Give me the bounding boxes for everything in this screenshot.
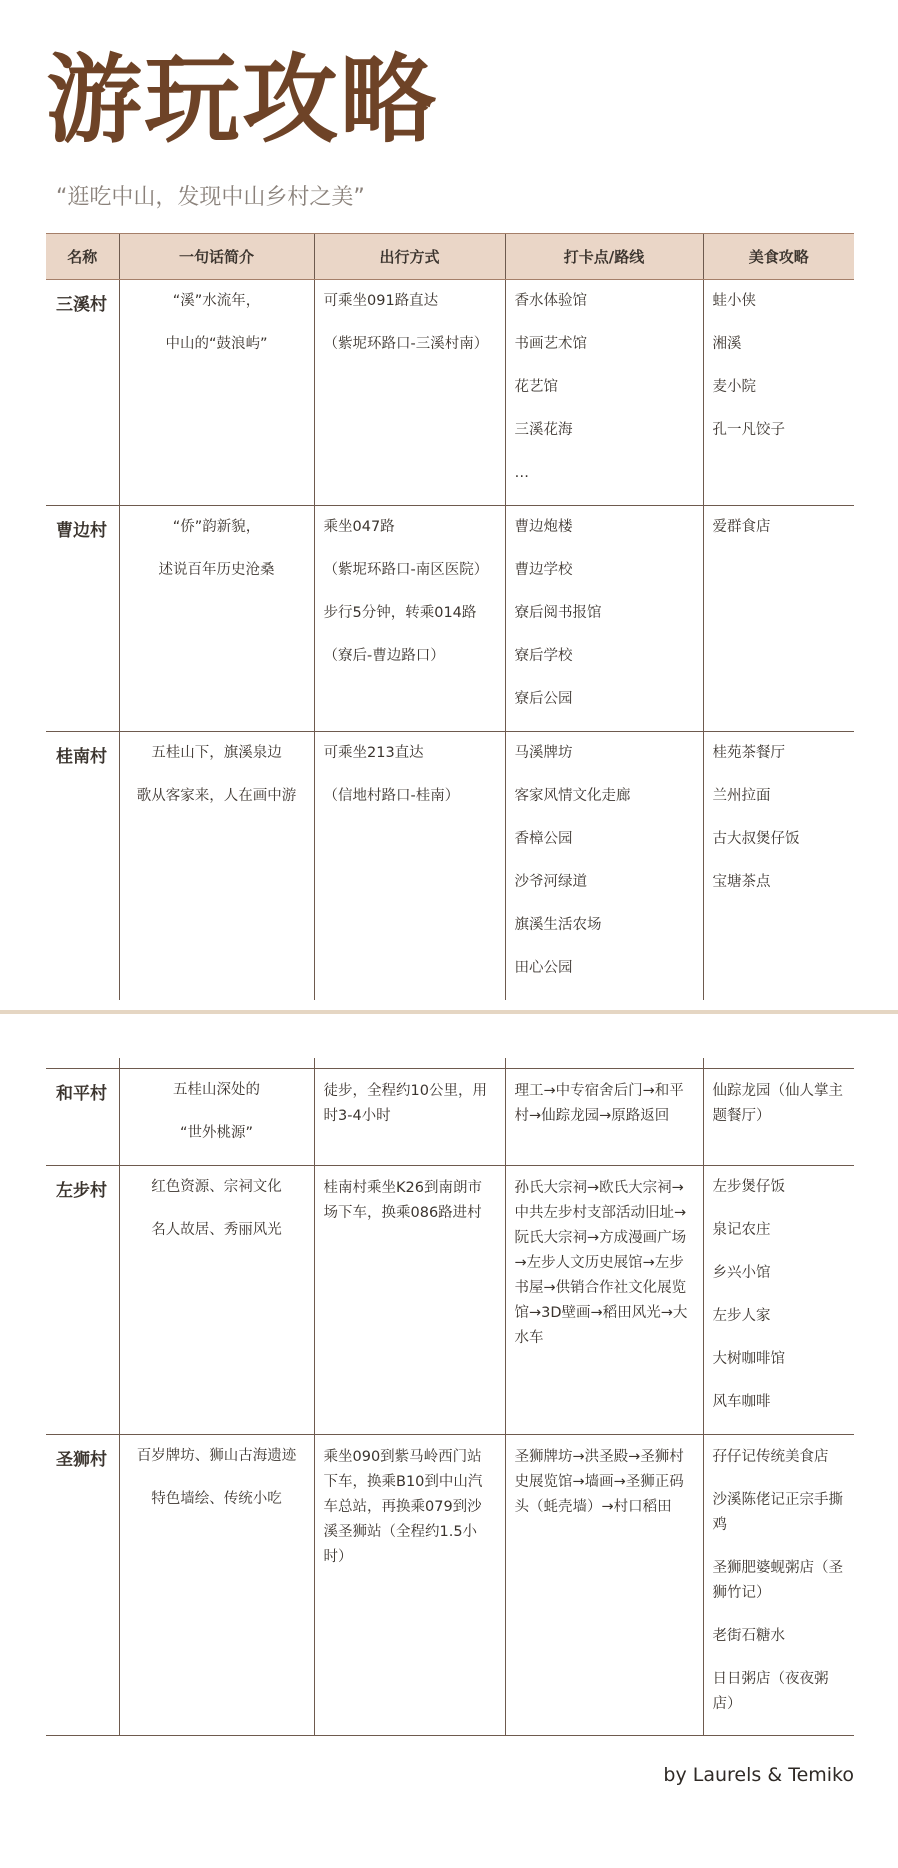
intro-line: 红色资源、宗祠文化 bbox=[151, 1179, 282, 1195]
transport-cell bbox=[314, 732, 505, 1001]
intro-cell bbox=[119, 732, 314, 1001]
village-name: 左步村 bbox=[46, 1166, 119, 1435]
food-item: 左步煲仔饭 bbox=[712, 1179, 785, 1195]
food-cell bbox=[703, 1166, 854, 1435]
guide-table-part1 bbox=[46, 233, 854, 1000]
route-text: 孙氏大宗祠→欧氏大宗祠→中共左步村支部活动旧址→阮氏大宗祠→方成漫画广场→左步人文历史展馆→左步书屋→供销合作社文化展览馆→3D壁画→稻田风光→大水车 bbox=[514, 1180, 688, 1346]
column-header-intro: 一句话简介 bbox=[119, 234, 314, 280]
transport-line: （紫坭环路口-南区医院） bbox=[323, 562, 489, 578]
food-item: 湘溪 bbox=[712, 336, 742, 352]
transport-line: （信地村路口-桂南） bbox=[323, 788, 460, 804]
food-item: 老街石糖水 bbox=[712, 1628, 785, 1644]
spot-item: 花艺馆 bbox=[514, 379, 558, 395]
table-row bbox=[46, 506, 854, 732]
food-item: 孖仔记传统美食店 bbox=[712, 1449, 829, 1465]
spot-item: 曹边炮楼 bbox=[514, 519, 573, 535]
intro-line: 述说百年历史沧桑 bbox=[158, 562, 275, 578]
food-cell bbox=[703, 280, 854, 506]
transport-cell bbox=[314, 1166, 505, 1435]
transport-line: （紫坭环路口-三溪村南） bbox=[323, 336, 489, 352]
spot-item: 三溪花海 bbox=[514, 422, 573, 438]
author-credit: by Laurels & Temiko bbox=[663, 1764, 854, 1786]
food-item: 大树咖啡馆 bbox=[712, 1351, 785, 1367]
food-cell bbox=[703, 1435, 854, 1736]
table-row bbox=[46, 1069, 854, 1166]
food-item: 蛙小侠 bbox=[712, 293, 756, 309]
food-item: 圣狮肥婆蚬粥店（圣狮竹记） bbox=[712, 1560, 843, 1601]
spot-item: 香水体验馆 bbox=[514, 293, 587, 309]
spots-cell bbox=[505, 1435, 703, 1736]
spot-item: 马溪牌坊 bbox=[514, 745, 573, 761]
intro-cell bbox=[119, 1435, 314, 1736]
spots-cell bbox=[505, 506, 703, 732]
column-header-food: 美食攻略 bbox=[703, 234, 854, 280]
intro-line: 五桂山深处的 bbox=[173, 1082, 260, 1098]
food-item: 古大叔煲仔饭 bbox=[712, 831, 800, 847]
village-name: 和平村 bbox=[46, 1069, 119, 1166]
intro-cell bbox=[119, 1069, 314, 1166]
transport-cell bbox=[314, 280, 505, 506]
spot-item: 寮后阅书报馆 bbox=[514, 605, 602, 621]
village-name: 曹边村 bbox=[46, 506, 119, 732]
page-subtitle: “逛吃中山，发现中山乡村之美” bbox=[56, 185, 365, 210]
spot-item: … bbox=[514, 465, 529, 481]
intro-line: 特色墙绘、传统小吃 bbox=[151, 1491, 282, 1507]
spots-cell bbox=[505, 732, 703, 1001]
column-continuation-lines bbox=[46, 1058, 854, 1068]
guide-table-part2 bbox=[46, 1068, 854, 1736]
transport-cell bbox=[314, 1435, 505, 1736]
transport-line: 可乘坐213直达 bbox=[323, 745, 424, 761]
table-row bbox=[46, 280, 854, 506]
column-line bbox=[314, 1058, 315, 1068]
page-break-divider bbox=[0, 1010, 898, 1014]
table-row bbox=[46, 1435, 854, 1736]
column-line bbox=[703, 1058, 704, 1068]
table-row bbox=[46, 732, 854, 1001]
food-item: 仙踪龙园（仙人掌主题餐厅） bbox=[712, 1083, 843, 1124]
food-item: 左步人家 bbox=[712, 1308, 771, 1324]
spots-cell bbox=[505, 280, 703, 506]
transport-line: （寮后-曹边路口） bbox=[323, 648, 445, 664]
intro-line: “溪”水流年， bbox=[172, 293, 261, 309]
table-row bbox=[46, 1166, 854, 1435]
food-cell bbox=[703, 1069, 854, 1166]
spot-item: 寮后学校 bbox=[514, 648, 573, 664]
food-item: 孔一凡饺子 bbox=[712, 422, 785, 438]
intro-line: 歌从客家来，人在画中游 bbox=[136, 788, 297, 804]
spot-item: 旗溪生活农场 bbox=[514, 917, 602, 933]
food-item: 风车咖啡 bbox=[712, 1394, 771, 1410]
village-name: 三溪村 bbox=[46, 280, 119, 506]
intro-line: 名人故居、秀丽风光 bbox=[151, 1222, 282, 1238]
food-item: 泉记农庄 bbox=[712, 1222, 771, 1238]
route-text: 理工→中专宿舍后门→和平村→仙踪龙园→原路返回 bbox=[514, 1083, 684, 1124]
spot-item: 寮后公园 bbox=[514, 691, 573, 707]
route-text: 圣狮牌坊→洪圣殿→圣狮村史展览馆→墙画→圣狮正码头（蚝壳墙）→村口稻田 bbox=[514, 1449, 684, 1515]
transport-cell bbox=[314, 506, 505, 732]
spot-item: 田心公园 bbox=[514, 960, 573, 976]
transport-line: 步行5分钟，转乘014路 bbox=[323, 605, 477, 621]
food-cell bbox=[703, 506, 854, 732]
food-item: 麦小院 bbox=[712, 379, 756, 395]
village-name: 圣狮村 bbox=[46, 1435, 119, 1736]
intro-cell bbox=[119, 280, 314, 506]
page-title: 游玩攻略 bbox=[46, 44, 438, 156]
food-item: 爱群食店 bbox=[712, 519, 771, 535]
intro-line: 中山的“鼓浪屿” bbox=[165, 336, 268, 352]
spots-cell bbox=[505, 1069, 703, 1166]
transport-text: 桂南村乘坐K26到南朗市场下车，换乘086路进村 bbox=[323, 1180, 482, 1221]
intro-line: “世外桃源” bbox=[179, 1125, 254, 1141]
column-line bbox=[119, 1058, 120, 1068]
spot-item: 书画艺术馆 bbox=[514, 336, 587, 352]
spot-item: 客家风情文化走廊 bbox=[514, 788, 631, 804]
intro-cell bbox=[119, 506, 314, 732]
food-item: 日日粥店（夜夜粥店） bbox=[712, 1671, 829, 1712]
column-header-transport: 出行方式 bbox=[314, 234, 505, 280]
intro-line: 百岁牌坊、狮山古海遗迹 bbox=[136, 1448, 297, 1464]
village-name: 桂南村 bbox=[56, 747, 107, 767]
intro-line: 五桂山下，旗溪泉边 bbox=[151, 745, 282, 761]
food-cell bbox=[703, 732, 854, 1001]
transport-line: 可乘坐091路直达 bbox=[323, 293, 439, 309]
transport-text: 乘坐090到紫马岭西门站下车，换乘B10到中山汽车总站，再换乘079到沙溪圣狮站（全程约1.5小时） bbox=[323, 1449, 483, 1565]
transport-text: 徒步，全程约10公里，用时3-4小时 bbox=[323, 1083, 487, 1124]
transport-line: 乘坐047路 bbox=[323, 519, 395, 535]
intro-line: “侨”韵新貌， bbox=[172, 519, 261, 535]
food-item: 乡兴小馆 bbox=[712, 1265, 771, 1281]
column-header-spots: 打卡点/路线 bbox=[505, 234, 703, 280]
spots-cell bbox=[505, 1166, 703, 1435]
food-item: 沙溪陈佬记正宗手撕鸡 bbox=[712, 1492, 843, 1533]
food-item: 宝塘茶点 bbox=[712, 874, 771, 890]
spot-item: 香樟公园 bbox=[514, 831, 573, 847]
transport-cell bbox=[314, 1069, 505, 1166]
column-line bbox=[505, 1058, 506, 1068]
food-item: 兰州拉面 bbox=[712, 788, 771, 804]
column-header-name: 名称 bbox=[46, 234, 119, 280]
spot-item: 沙爷河绿道 bbox=[514, 874, 587, 890]
food-item: 桂苑茶餐厅 bbox=[712, 745, 785, 761]
spot-item: 曹边学校 bbox=[514, 562, 573, 578]
intro-cell bbox=[119, 1166, 314, 1435]
table-header-row bbox=[46, 234, 854, 280]
